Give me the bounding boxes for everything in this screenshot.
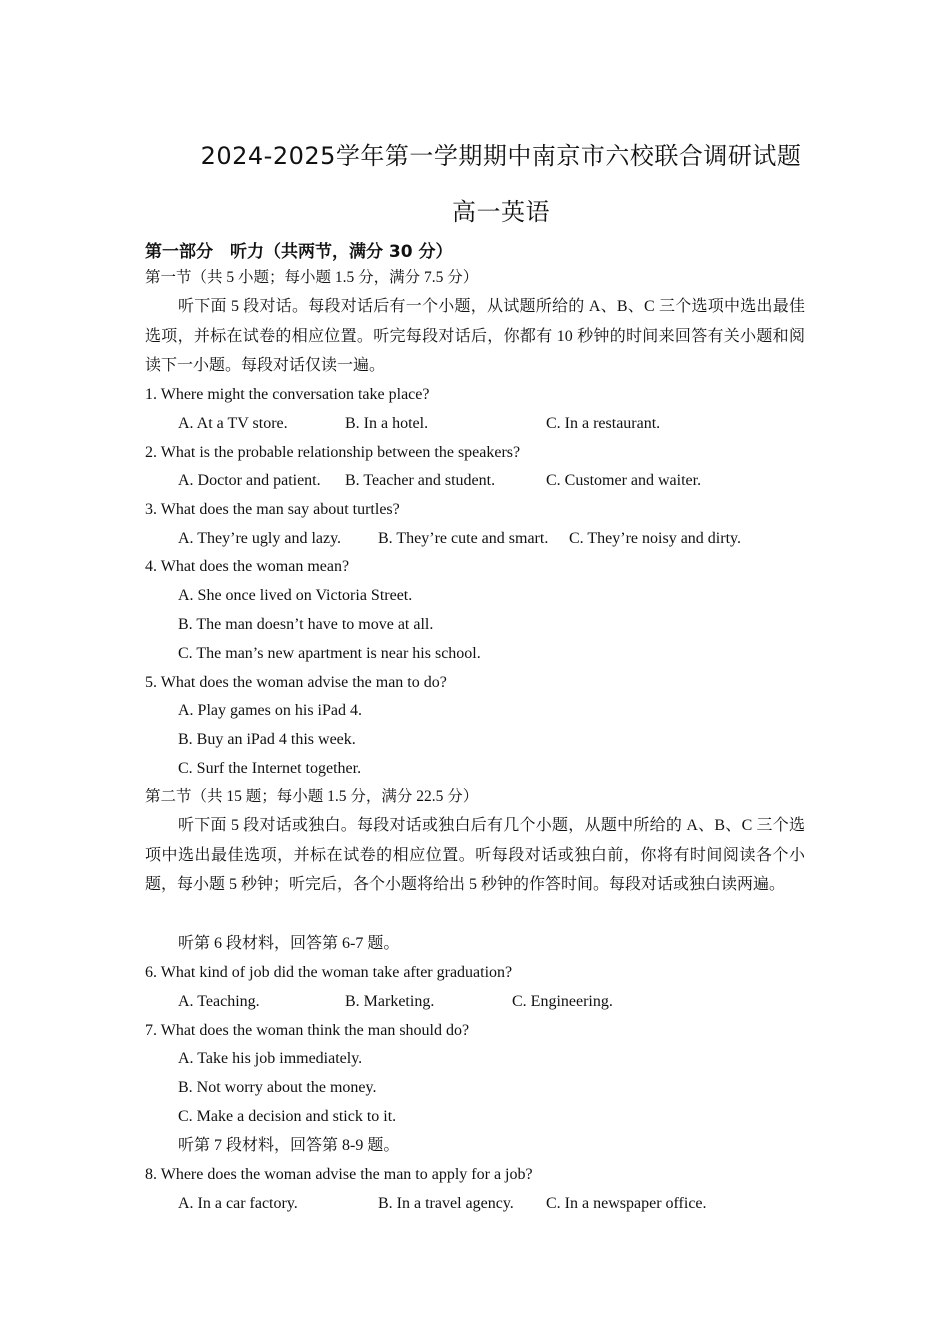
question-1-option-a: A. At a TV store. [178, 415, 288, 432]
question-8-stem: 8. Where does the woman advise the man to apply for a job? [145, 1166, 533, 1183]
question-3-option-b: B. They’re cute and smart. [378, 530, 549, 547]
question-7-option-b: B. Not worry about the money. [178, 1079, 377, 1096]
question-4-option-a: A. She once lived on Victoria Street. [178, 587, 413, 604]
question-7-stem: 7. What does the woman think the man should do? [145, 1022, 470, 1039]
material-7-note: 听第 7 段材料，回答第 8-9 题。 [178, 1137, 400, 1154]
question-7-option-c: C. Make a decision and stick to it. [178, 1108, 397, 1125]
question-6-option-c: C. Engineering. [512, 993, 613, 1010]
question-6-stem: 6. What kind of job did the woman take after graduation? [145, 964, 513, 981]
section2-instructions: 听下面 5 段对话或独白。每段对话或独白后有几个小题，从题中所给的 A、B、C 三个选项中选出最佳选项，并标在试卷的相应位置。听每段对话或独白前，你将有时间阅读各个小题，每小题 5 秒钟；听完后，各个小题将给出 5 秒钟的作答时间。每段对话或独白读两遍。 [145, 817, 805, 893]
question-6-option-b: B. Marketing. [345, 993, 435, 1010]
question-5-option-b: B. Buy an iPad 4 this week. [178, 731, 356, 748]
section1-instructions: 听下面 5 段对话。每段对话后有一个小题，从试题所给的 A、B、C 三个选项中选出最佳选项，并标在试卷的相应位置。听完每段对话后，你都有 10 秒钟的时间来回答有关小题和阅读下一小题。每段对话仅读一遍。 [145, 298, 805, 374]
question-2-option-c: C. Customer and waiter. [546, 472, 702, 489]
section1-heading: 第一节（共 5 小题；每小题 1.5 分，满分 7.5 分） [145, 269, 479, 286]
question-6-option-a: A. Teaching. [178, 993, 260, 1010]
question-3-stem: 3. What does the man say about turtles? [145, 501, 400, 518]
question-1-option-c: C. In a restaurant. [546, 415, 661, 432]
exam-subject: 高一英语 [452, 198, 550, 226]
section2-heading: 第二节（共 15 题；每小题 1.5 分，满分 22.5 分） [145, 788, 479, 805]
question-8-option-b: B. In a travel agency. [378, 1195, 514, 1212]
question-7-option-a: A. Take his job immediately. [178, 1050, 363, 1067]
question-4-option-c: C. The man’s new apartment is near his school. [178, 645, 481, 662]
question-3-option-a: A. They’re ugly and lazy. [178, 530, 342, 547]
question-8-option-a: A. In a car factory. [178, 1195, 298, 1212]
question-3-option-c: C. They’re noisy and dirty. [569, 530, 741, 547]
part1-heading: 第一部分 听力（共两节，满分 30 分） [145, 242, 453, 262]
question-8-option-c: C. In a newspaper office. [546, 1195, 707, 1212]
question-5-option-c: C. Surf the Internet together. [178, 760, 362, 777]
question-5-stem: 5. What does the woman advise the man to do? [145, 674, 447, 691]
question-4-option-b: B. The man doesn’t have to move at all. [178, 616, 434, 633]
question-5-option-a: A. Play games on his iPad 4. [178, 702, 362, 719]
exam-title: 2024-2025学年第一学期期中南京市六校联合调研试题 [200, 142, 802, 170]
question-4-stem: 4. What does the woman mean? [145, 558, 350, 575]
question-2-option-b: B. Teacher and student. [345, 472, 496, 489]
question-1-stem: 1. Where might the conversation take place? [145, 386, 430, 403]
question-1-option-b: B. In a hotel. [345, 415, 429, 432]
question-2-stem: 2. What is the probable relationship between the speakers? [145, 444, 521, 461]
material-6-note: 听第 6 段材料，回答第 6-7 题。 [178, 935, 400, 952]
question-2-option-a: A. Doctor and patient. [178, 472, 321, 489]
